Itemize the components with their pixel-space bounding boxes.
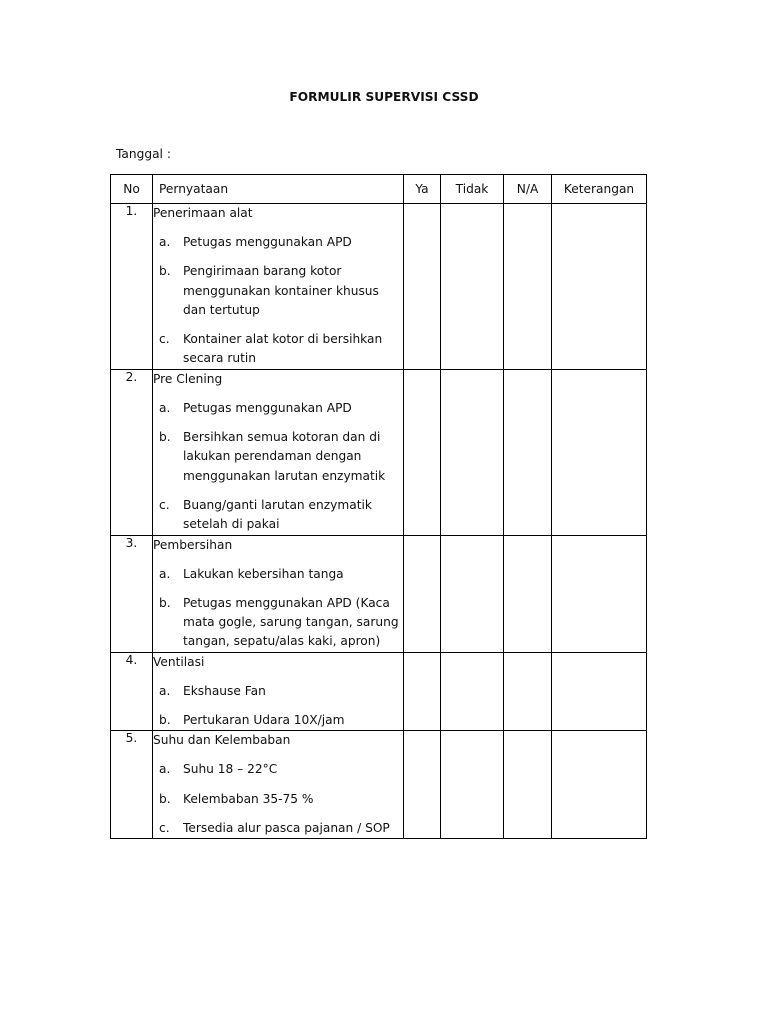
tidak-cell[interactable] [441,731,504,839]
keterangan-cell[interactable] [552,369,647,535]
item-text: Petugas menggunakan APD [183,235,352,249]
item-label: b. [159,430,171,445]
statement-cell [153,652,404,731]
item-text: Petugas menggunakan APD (Kaca mata gogle, sarung tangan, sarung tangan, sepatu/alas kaki, apron) [183,595,399,649]
section-title: Pre Clening [153,371,223,386]
ya-cell[interactable] [404,652,441,731]
list-item [153,496,403,535]
item-text: Ekshause Fan [183,683,266,698]
statement-cell [153,204,404,370]
list-item [153,760,403,779]
item-text: Kelembaban 35-75 % [183,791,314,806]
item-label: b. [159,595,171,610]
statement-cell [153,731,404,839]
ya-cell[interactable] [404,204,441,370]
table-row [111,369,647,535]
ya-cell[interactable] [404,535,441,652]
statement-cell [153,369,404,535]
item-label: c. [159,332,170,347]
section-title: Ventilasi [153,654,205,669]
item-label: b. [159,264,171,279]
header-keterangan: Keterangan [552,175,647,204]
list-item [153,711,403,730]
header-pernyataan: Pernyataan [153,175,404,204]
na-cell[interactable] [504,731,552,839]
list-item [153,399,403,418]
list-item [153,233,403,252]
section-title: Suhu dan Kelembaban [153,733,291,748]
keterangan-cell[interactable] [552,731,647,839]
row-number: 5. [111,731,153,839]
tidak-cell[interactable] [441,652,504,731]
keterangan-cell[interactable] [552,535,647,652]
keterangan-cell[interactable] [552,204,647,370]
item-label: a. [159,683,171,698]
na-cell[interactable] [504,535,552,652]
na-cell[interactable] [504,369,552,535]
item-label: c. [159,820,170,835]
item-text: Tersedia alur pasca pajanan / SOP [183,820,390,835]
na-cell[interactable] [504,204,552,370]
item-label: a. [159,566,171,581]
item-label: a. [159,400,171,415]
table-row [111,731,647,839]
section-title: Pembersihan [153,537,233,552]
tanggal-label: Tanggal : [116,147,171,161]
item-text: Kontainer alat kotor di bersihkan secara rutin [183,332,383,366]
item-text: Buang/ganti larutan enzymatik setelah di pakai [183,497,372,532]
item-text: Suhu 18 – 22°C [183,762,278,777]
list-item [153,262,403,320]
section-title: Penerimaan alat [153,206,253,220]
table-row [111,204,647,370]
form-title: FORMULIR SUPERVISI CSSD [289,90,479,104]
list-item [153,790,403,809]
item-label: b. [159,713,171,728]
keterangan-cell[interactable] [552,652,647,731]
item-text: Lakukan kebersihan tanga [183,566,344,581]
tidak-cell[interactable] [441,204,504,370]
tidak-cell[interactable] [441,535,504,652]
statement-cell [153,535,404,652]
item-label: c. [159,497,170,512]
header-ya: Ya [404,175,441,204]
row-number: 2. [111,369,153,535]
table-row [111,652,647,731]
table-row [111,535,647,652]
list-item [153,330,403,369]
na-cell[interactable] [504,652,552,731]
header-tidak: Tidak [441,175,504,204]
supervision-table [110,174,647,839]
table-header-row [111,175,647,204]
list-item [153,682,403,701]
ya-cell[interactable] [404,369,441,535]
item-label: a. [159,762,171,777]
item-label: a. [159,235,171,249]
item-text: Pertukaran Udara 10X/jam [183,713,345,728]
item-label: b. [159,791,171,806]
ya-cell[interactable] [404,731,441,839]
list-item [153,594,403,652]
list-item [153,565,403,584]
header-na: N/A [504,175,552,204]
row-number: 4. [111,652,153,731]
list-item [153,819,403,838]
item-text: Petugas menggunakan APD [183,400,352,415]
list-item [153,428,403,486]
row-number: 1. [111,204,153,370]
row-number: 3. [111,535,153,652]
header-no: No [111,175,153,204]
item-text: Pengirimaan barang kotor menggunakan kontainer khusus dan tertutup [183,264,379,317]
item-text: Bersihkan semua kotoran dan di lakukan perendaman dengan menggunakan larutan enzymatik [183,430,386,483]
tidak-cell[interactable] [441,369,504,535]
